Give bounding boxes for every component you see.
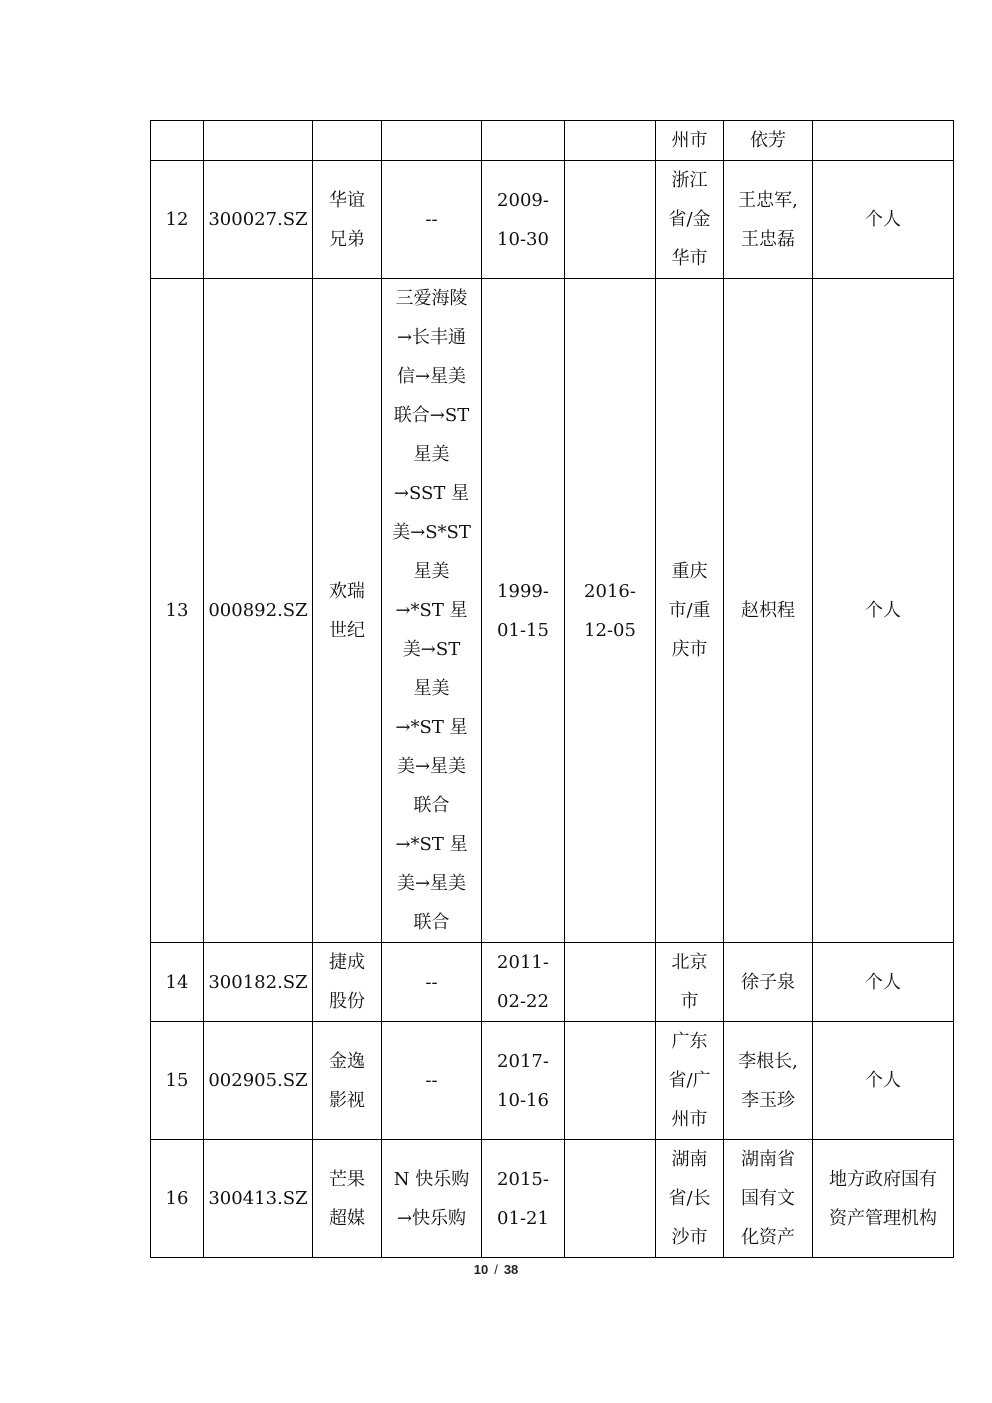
cell-line: 2016- — [584, 580, 636, 602]
cell-line: 州市 — [671, 130, 708, 151]
cell-line: 三爱海陵 — [395, 288, 468, 309]
cell-code: 000892.SZ — [204, 279, 313, 943]
cell-line: 联合→ST — [393, 405, 470, 426]
cell-line: 华市 — [671, 248, 708, 269]
cell-name — [313, 161, 382, 279]
cell-line: N 快乐购 — [393, 1168, 470, 1190]
cell-line: -- — [425, 1070, 438, 1091]
cell-listed — [482, 161, 565, 279]
table-row — [151, 121, 954, 161]
cell-region — [656, 943, 724, 1022]
cell-line: 星美 — [413, 561, 450, 582]
cell-code: 002905.SZ — [204, 1022, 313, 1140]
cell-line: 捷成 — [329, 952, 365, 973]
cell-type — [813, 279, 954, 943]
cell-line: 地方政府国有 — [829, 1168, 937, 1190]
cell-line: 联合 — [413, 795, 450, 816]
cell-type — [813, 1140, 954, 1258]
cell-line: 联合 — [413, 912, 450, 933]
cell-delisted — [565, 1022, 656, 1140]
cell-line: -- — [425, 209, 438, 230]
cell-line: 徐子泉 — [741, 971, 795, 993]
cell-line: 北京 — [671, 952, 708, 973]
cell-delisted — [565, 279, 656, 943]
cell-line: -- — [425, 971, 438, 993]
cell-line: →*ST 星 — [395, 834, 468, 855]
cell-line: 10-16 — [497, 1089, 549, 1111]
cell-type — [813, 161, 954, 279]
cell-name — [313, 1140, 382, 1258]
cell-line: 依芳 — [750, 130, 786, 151]
cell-history — [382, 279, 482, 943]
cell-line: 01-21 — [497, 1207, 549, 1229]
table-row — [151, 161, 954, 279]
table-row — [151, 943, 954, 1022]
cell-line: 资产管理机构 — [829, 1207, 937, 1229]
page-separator: / — [494, 1262, 498, 1277]
cell-line: 李根长, — [738, 1050, 798, 1072]
cell-line: 省/金 — [668, 209, 711, 230]
cell-line: 市 — [680, 991, 699, 1012]
cell-line: 世纪 — [329, 619, 365, 641]
cell-line: 欢瑞 — [329, 580, 365, 602]
cell-line: →*ST 星 — [395, 600, 468, 621]
cell-line: 王忠磊 — [741, 228, 795, 250]
cell-line: →*ST 星 — [395, 717, 468, 738]
cell-line: →SST 星 — [393, 483, 470, 504]
cell-line: 个人 — [865, 1070, 901, 1091]
cell-line: 赵枳程 — [741, 600, 795, 621]
cell-region — [656, 1022, 724, 1140]
cell-delisted — [565, 121, 656, 161]
cell-delisted — [565, 161, 656, 279]
cell-line: 2011- — [497, 952, 549, 973]
cell-line: 王忠军, — [738, 189, 798, 211]
cell-controller — [724, 943, 813, 1022]
cell-line: 股份 — [329, 991, 365, 1012]
cell-line: 信→星美 — [396, 366, 467, 387]
cell-history — [382, 121, 482, 161]
cell-name — [313, 121, 382, 161]
cell-history — [382, 943, 482, 1022]
cell-line: →快乐购 — [396, 1207, 467, 1229]
cell-type — [813, 943, 954, 1022]
cell-line: 星美 — [413, 444, 450, 465]
page-number — [0, 1262, 992, 1277]
cell-listed — [482, 1140, 565, 1258]
cell-line: 星美 — [413, 678, 450, 699]
total-pages: 38 — [503, 1262, 519, 1277]
cell-line: 2009- — [497, 189, 549, 211]
cell-line: 美→星美 — [396, 873, 467, 894]
cell-history — [382, 1140, 482, 1258]
cell-history — [382, 1022, 482, 1140]
cell-line: 华谊 — [329, 189, 365, 211]
cell-code — [204, 121, 313, 161]
cell-line: 市/重 — [668, 600, 711, 621]
cell-line: 国有文 — [741, 1188, 795, 1209]
cell-line: 美→S*ST — [392, 522, 471, 543]
current-page: 10 — [473, 1262, 489, 1277]
cell-controller — [724, 279, 813, 943]
cell-line: 个人 — [865, 600, 901, 621]
cell-line: 李玉珍 — [741, 1089, 795, 1111]
table-row — [151, 1022, 954, 1140]
cell-region — [656, 279, 724, 943]
cell-no: 16 — [151, 1140, 204, 1258]
cell-line: 12-05 — [584, 619, 636, 641]
cell-line: 庆市 — [671, 639, 708, 660]
cell-line: →长丰通 — [396, 327, 467, 348]
cell-line: 沙市 — [671, 1227, 708, 1248]
cell-delisted — [565, 1140, 656, 1258]
cell-line: 1999- — [497, 580, 549, 602]
cell-delisted — [565, 943, 656, 1022]
cell-line: 广东 — [671, 1031, 708, 1052]
cell-line: 芒果 — [329, 1168, 365, 1190]
cell-line: 湖南省 — [741, 1149, 795, 1170]
cell-no: 12 — [151, 161, 204, 279]
table-row — [151, 1140, 954, 1258]
cell-code: 300413.SZ — [204, 1140, 313, 1258]
cell-line: 美→星美 — [396, 756, 467, 777]
cell-name — [313, 1022, 382, 1140]
cell-line: 个人 — [865, 209, 901, 230]
cell-line: 个人 — [865, 971, 901, 993]
cell-controller — [724, 161, 813, 279]
cell-region — [656, 1140, 724, 1258]
cell-line: 省/长 — [668, 1188, 711, 1209]
cell-region — [656, 121, 724, 161]
cell-controller — [724, 121, 813, 161]
cell-line: 州市 — [671, 1109, 708, 1130]
cell-no: 14 — [151, 943, 204, 1022]
cell-listed — [482, 943, 565, 1022]
cell-line: 湖南 — [671, 1149, 708, 1170]
cell-line: 2017- — [497, 1050, 549, 1072]
cell-name — [313, 279, 382, 943]
cell-line: 02-22 — [497, 991, 549, 1012]
cell-listed — [482, 279, 565, 943]
cell-line: 金逸 — [329, 1050, 365, 1072]
cell-code: 300182.SZ — [204, 943, 313, 1022]
cell-controller — [724, 1022, 813, 1140]
cell-line: 2015- — [497, 1168, 549, 1190]
table-row — [151, 279, 954, 943]
cell-history — [382, 161, 482, 279]
cell-line: 10-30 — [497, 228, 549, 250]
cell-line: 重庆 — [671, 561, 708, 582]
cell-listed — [482, 1022, 565, 1140]
cell-name — [313, 943, 382, 1022]
cell-line: 影视 — [329, 1089, 365, 1111]
cell-line: 浙江 — [671, 170, 708, 191]
cell-listed — [482, 121, 565, 161]
cell-line: 化资产 — [741, 1227, 795, 1248]
cell-line: 美→ST — [402, 639, 461, 660]
cell-no: 13 — [151, 279, 204, 943]
cell-line: 01-15 — [497, 619, 549, 641]
cell-type — [813, 121, 954, 161]
cell-no — [151, 121, 204, 161]
cell-code: 300027.SZ — [204, 161, 313, 279]
cell-line: 省/广 — [668, 1070, 711, 1091]
cell-type — [813, 1022, 954, 1140]
cell-no: 15 — [151, 1022, 204, 1140]
stock-table — [150, 120, 954, 1258]
cell-region — [656, 161, 724, 279]
cell-line: 兄弟 — [329, 228, 365, 250]
cell-line: 超媒 — [329, 1207, 365, 1229]
cell-controller — [724, 1140, 813, 1258]
